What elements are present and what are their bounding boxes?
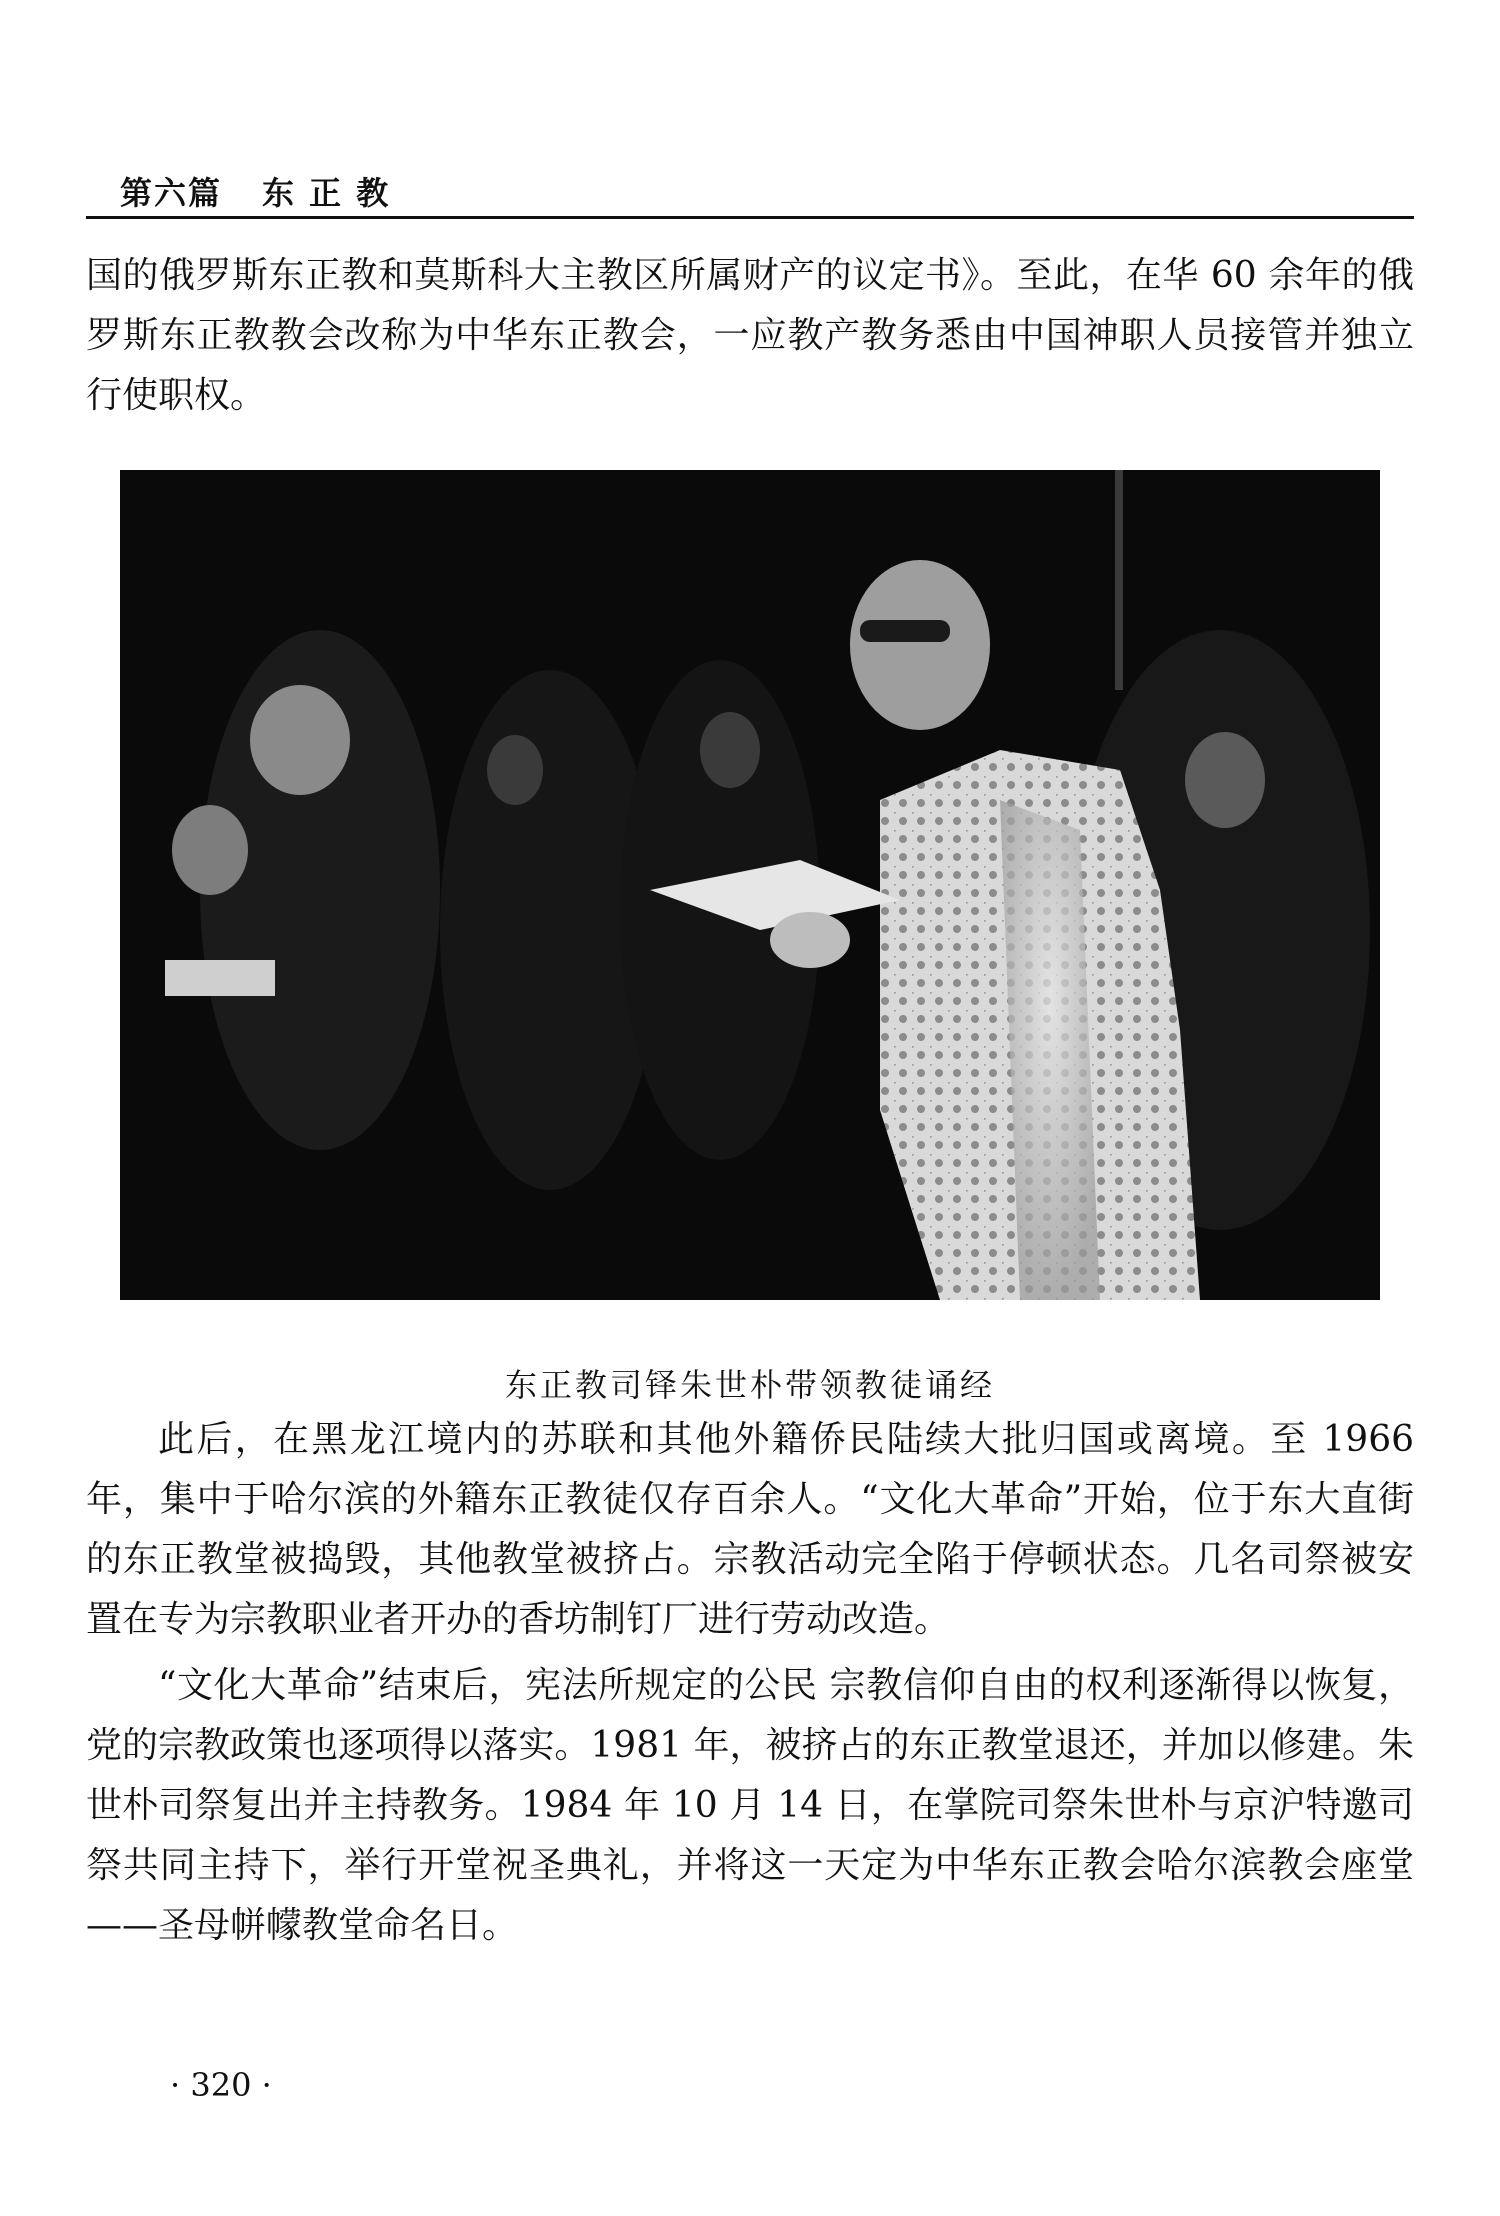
paragraph-3: “文化大革命”结束后，宪法所规定的公民 宗教信仰自由的权利逐渐得以恢复，党的宗教政策也逐项得以落实。1981 年，被挤占的东正教堂退还，并加以修建。朱世朴司祭复出并主持教务。1984 年 10 月 14 日，在掌院司祭朱世朴与京沪特邀司祭共同主持下，举行开堂祝圣典礼，并将这一天定为中华东正教会哈尔滨教会座堂——圣母帡幪教堂命名日。 <box>86 1665 1414 1946</box>
section-label: 第六篇 <box>120 174 223 212</box>
page-number: · 320 · <box>170 2066 272 2104</box>
chapter-title: 东 正 教 <box>262 174 391 212</box>
header-rule <box>86 216 1414 219</box>
photograph <box>120 470 1380 1300</box>
figure-caption: 东正教司铎朱世朴带领教徒诵经 <box>504 1366 995 1404</box>
running-header <box>120 168 390 214</box>
paragraph-1: 国的俄罗斯东正教和莫斯科大主教区所属财产的议定书》。至此，在华 60 余年的俄罗斯东正教教会改称为中华东正教会，一应教产教务悉由中国神职人员接管并独立行使职权。 <box>86 255 1414 416</box>
paragraph-2: 此后，在黑龙江境内的苏联和其他外籍侨民陆续大批归国或离境。至 1966 年，集中于哈尔滨的外籍东正教徒仅存百余人。“文化大革命”开始，位于东大直街的东正教堂被捣毁，其他教堂被挤占。宗教活动完全陷于停顿状态。几名司祭被安置在专为宗教职业者开办的香坊制钉厂进行劳动改造。 <box>86 1419 1414 1640</box>
